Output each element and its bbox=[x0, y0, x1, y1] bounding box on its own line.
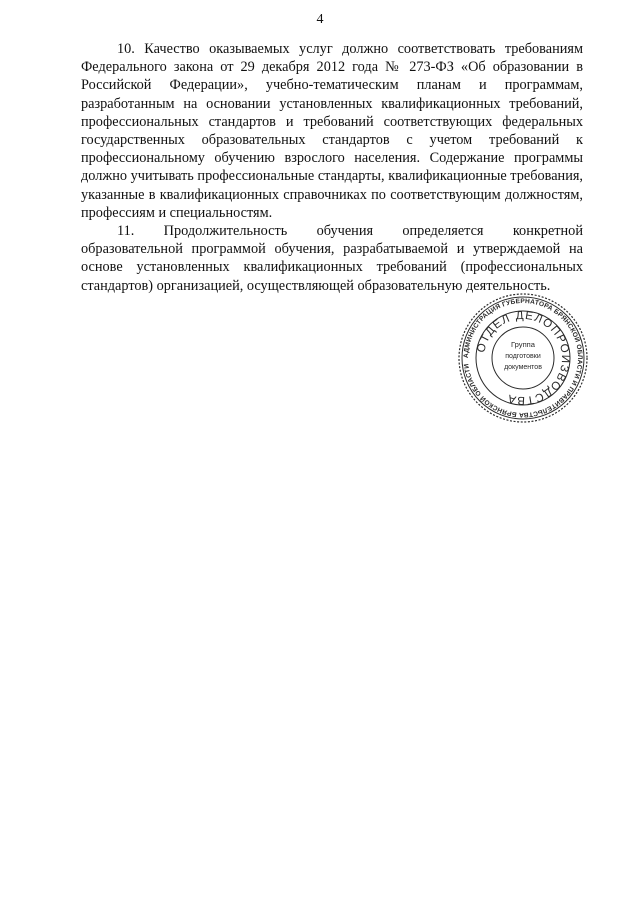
stamp-center-line-2: подготовки bbox=[505, 353, 541, 360]
stamp-center-line-3: документов bbox=[504, 364, 542, 371]
stamp-center-line-1: Группа bbox=[510, 340, 536, 349]
page-number: 4 bbox=[316, 12, 324, 27]
paragraph-10: 10. Качество оказываемых услуг должно соответствовать требованиям Федерального закона от 29 декабря 2012 года № 273-ФЗ «Об образовании в Российской Федерации», учебно-тематическим планам и программам, разработанным на основании установленных квалификационных требований, профессиональных стандартов и требований соответствующих федеральных государственных образовательных стандартов с учетом требований к профессиональному обучению взрослого населения. Содержание программы должно учитывать профессиональные стандарты, квалификационные требования, указанные в квалификационных справочниках по соответствующим должностям, профессиям и специальностям. bbox=[81, 41, 583, 221]
stamp-inner-textpath: ОТДЕЛ ДЕЛОПРОИЗВОДСТВА bbox=[475, 309, 572, 407]
stamp-outer-textpath: АДМИНИСТРАЦИЯ ГУБЕРНАТОРА БРЯНСКОЙ ОБЛАСТИ И ПРАВИТЕЛЬСТВА БРЯНСКОЙ ОБЛАСТИ bbox=[462, 297, 584, 419]
paragraph-11: 11. Продолжительность обучения определяется конкретной образовательной программой обучения, разрабатываемой и утверждаемой на основе установленных квалификационных требований (профессиональных стандартов) организацией, осуществляющей образовательную деятельность. bbox=[81, 223, 583, 294]
department-stamp bbox=[457, 292, 589, 424]
document-body bbox=[81, 40, 583, 295]
